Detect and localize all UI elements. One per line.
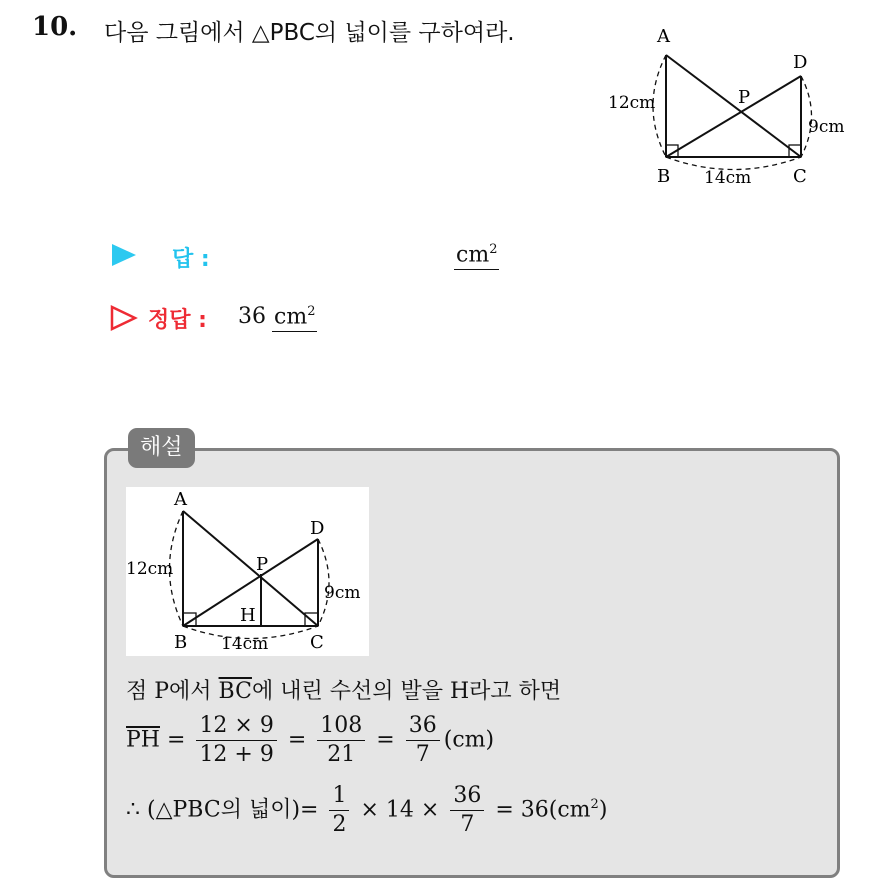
label-b: B <box>657 166 671 187</box>
sol-length-ab: 12cm <box>126 559 174 579</box>
sol-label-c: C <box>310 632 324 653</box>
label-d: D <box>793 52 808 73</box>
question-figure <box>600 20 860 195</box>
sol-label-a: A <box>174 489 187 510</box>
segment-ph-notation: $\overline{PH}$ <box>126 727 160 753</box>
label-a: A <box>657 26 670 47</box>
solution-line-1: 점 P에서 $\overline{BC}$에 내린 수선의 발을 H라고 하면 <box>126 679 562 704</box>
length-ab: 12cm <box>608 93 656 113</box>
correct-unit: $cm^2$ <box>272 304 317 332</box>
sol-label-b: B <box>174 632 188 653</box>
answer-arrow-icon <box>112 244 136 266</box>
sol-label-p: P <box>256 554 269 575</box>
answer-label: 답 : <box>172 247 210 272</box>
correct-label: 정답 : <box>148 308 207 333</box>
solution-line-2: $\overline{PH}$ = $\frac{12 \times 9}{12 + 9}$ = $\frac{108}{21}$ = $\frac{36}{7}$ (cm) <box>126 713 495 767</box>
fraction-2: $\frac{108}{21}$ <box>317 712 365 769</box>
solution-line-3: ∴ (△PBC의 넓이)= $\frac{1}{2}$ × 14 × $\frac{36}{7}$ = $36(cm^2)$ <box>126 783 608 837</box>
label-c: C <box>793 166 807 187</box>
length-bc: 14cm <box>704 168 752 188</box>
fraction-4: $\frac{1}{2}$ <box>329 782 349 839</box>
fraction-5: $\frac{36}{7}$ <box>450 782 484 839</box>
fraction-3: $\frac{36}{7}$ <box>406 712 440 769</box>
answer-unit: $cm^2$ <box>454 242 499 270</box>
correct-value: 36 <box>238 304 266 329</box>
question-text: 다음 그림에서 △PBC의 넓이를 구하여라. <box>104 20 515 46</box>
segment-bd <box>666 76 801 157</box>
segment-bc-notation: $\overline{BC}$ <box>218 679 252 704</box>
solution-figure <box>126 487 369 656</box>
segment-ac <box>666 55 801 157</box>
sol-length-bc: 14cm <box>221 634 269 654</box>
length-dc: 9cm <box>808 117 845 137</box>
solution-tag: 해설 <box>128 428 195 468</box>
sol-label-h: H <box>240 605 256 626</box>
question-number: 10. <box>32 12 78 42</box>
label-p: P <box>738 87 751 108</box>
sol-label-d: D <box>310 518 325 539</box>
sol-length-dc: 9cm <box>324 583 361 603</box>
fraction-1: $\frac{12 \times 9}{12 + 9}$ <box>196 712 276 769</box>
correct-arrow-icon <box>110 305 138 331</box>
